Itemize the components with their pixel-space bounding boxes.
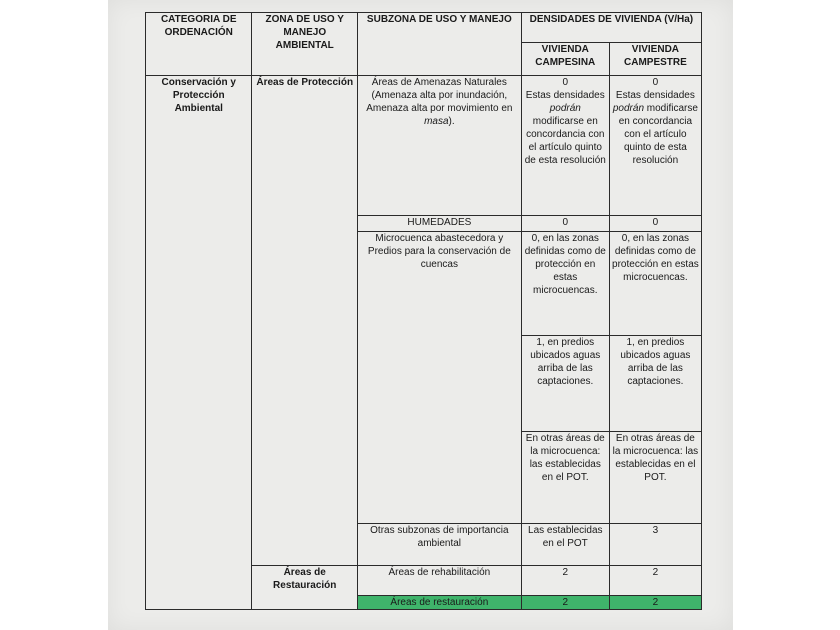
microcuenca-campestre-otras-areas: En otras áreas de la microcuenca: las establecidas en el POT. [609, 432, 701, 524]
header-zona: ZONA DE USO Y MANEJO AMBIENTAL [252, 13, 357, 76]
densities-table [145, 12, 702, 610]
humedades-campesina-value: 0 [521, 216, 609, 232]
header-vivienda-campestre: VIVIENDA CAMPESTRE [609, 43, 701, 76]
rehabilitacion-campesina-value: 2 [521, 566, 609, 596]
microcuenca-campesina-proteccion: 0, en las zonas definidas como de protección en estas microcuencas. [521, 232, 609, 336]
zona-areas-restauracion: Áreas de Restauración [252, 566, 357, 610]
microcuenca-campesina-otras-areas: En otras áreas de la microcuenca: las establecidas en el POT. [521, 432, 609, 524]
header-densidades: DENSIDADES DE VIVIENDA (V/Ha) [521, 13, 701, 43]
amenazas-campestre-cell: 0 Estas densidades podrán modificarse en concordancia con el artículo quinto de esta resolución [609, 76, 701, 216]
subzona-microcuenca: Microcuenca abastecedora y Predios para la conservación de cuencas [357, 232, 521, 524]
subzona-humedades: HUMEDADES [357, 216, 521, 232]
header-subzona: SUBZONA DE USO Y MANEJO [357, 13, 521, 76]
otras-campesina-value: Las establecidas en el POT [521, 524, 609, 566]
subzona-otras-importancia: Otras subzonas de importancia ambiental [357, 524, 521, 566]
restauracion-campesina-value: 2 [521, 596, 609, 610]
amenazas-campesina-cell: 0 Estas densidades podrán modificarse en concordancia con el artículo quinto de esta resolución [521, 76, 609, 216]
subzona-rehabilitacion: Áreas de rehabilitación [357, 566, 521, 596]
otras-campestre-value: 3 [609, 524, 701, 566]
zona-areas-proteccion: Áreas de Protección [252, 76, 357, 566]
rehabilitacion-campestre-value: 2 [609, 566, 701, 596]
header-categoria: CATEGORIA DE ORDENACIÓN [146, 13, 252, 76]
subzona-amenazas-naturales: Áreas de Amenazas Naturales (Amenaza alta por inundación, Amenaza alta por movimiento en masa). [357, 76, 521, 216]
subzona-restauracion: Áreas de restauración [357, 596, 521, 610]
restauracion-campestre-value: 2 [609, 596, 701, 610]
microcuenca-campestre-proteccion: 0, en las zonas definidas como de protección en estas microcuencas. [609, 232, 701, 336]
humedades-campestre-value: 0 [609, 216, 701, 232]
categoria-conservacion: Conservación y Protección Ambiental [146, 76, 252, 610]
microcuenca-campestre-aguas-arriba: 1, en predios ubicados aguas arriba de las captaciones. [609, 336, 701, 432]
microcuenca-campesina-aguas-arriba: 1, en predios ubicados aguas arriba de las captaciones. [521, 336, 609, 432]
header-vivienda-campesina: VIVIENDA CAMPESINA [521, 43, 609, 76]
document-page [108, 0, 733, 630]
